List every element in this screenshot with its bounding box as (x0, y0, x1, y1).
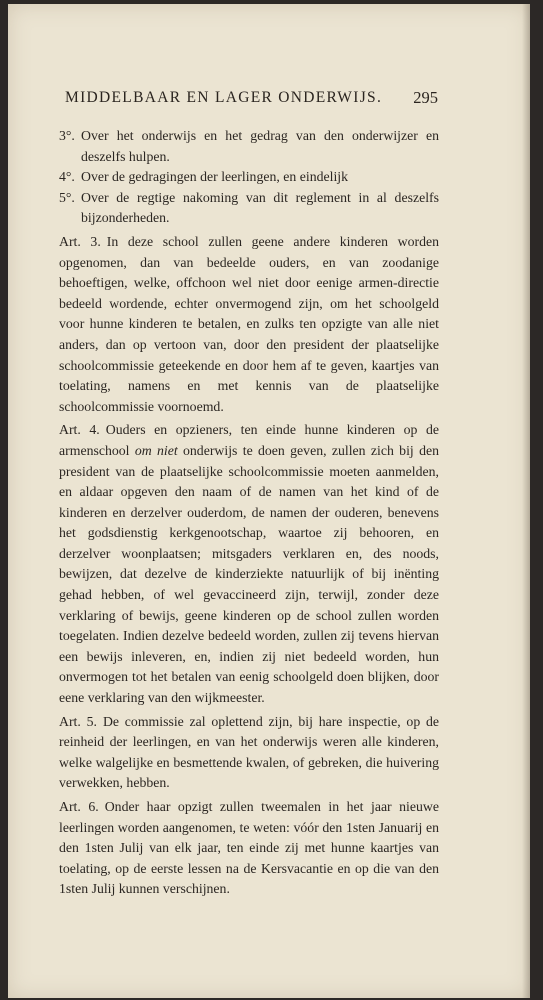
article-text: Ouders en opzieners, ten einde hunne kinderen op de armenschool (59, 422, 439, 458)
article-text: Onder haar opzigt zullen tweemalen in het jaar nieuwe leerlingen worden aangenomen, te weten: vóór den 1sten Januarij en den 1sten Julij van elk jaar, ten einde zij met hunne kaartjes van toelating, op de eerste lessen na de Kersvacantie en op die van den 1sten Julij kunnen verschijnen. (59, 799, 440, 897)
article-text-continued: onderwijs te doen geven, zullen zich bij den president van de plaatselijke schoolcommissie moeten aanmelden, en aldaar opgeven den naam of de namen van het kind of de kinderen en derzelver ouderdom, de namen der ouderen, benevens het godsdienstig kerkgenootschap, waartoe zij behooren, en derzelver woonplaatsen; mitsgaders verklaren en, des noods, bewijzen, dat dezelve de kinderziekte natuurlijk of bij inënting gehad hebben, of wel gevaccineerd zijn, terwijl, zonder deze verklaring of bewijs, geene kinderen op de school zullen worden toegelaten. Indien dezelve bedeeld worden, zullen zij tevens hiervan een bewijs inleveren, en, indien zij niet bedeeld worden, hun onvermogen tot het betalen van eenig schoolgeld doen blijken, door eene verklaring van den wijkmeester. (59, 442, 439, 706)
article-text: In deze school zullen geene andere kinderen worden opgenomen, dan van bedeelde ouders, en van zoodanige behoeftigen, welke, offchoon wel niet door eenige armen-directie bedeeld wordende, echter onvermogend zijn, om het schoolgeld voor hunne kinderen te betalen, en zulks ten opzigte van alle niet anders, dan op vertoon van, door den president der plaatselijke schoolcommissie geteekende en door hem af te geven, kaartjes van toelating, namens en met kennis van de plaatselijke schoolcommissie voornoemd. (59, 233, 439, 414)
article-label: Art. 6. (59, 799, 99, 814)
article-emphasis: om niet (134, 442, 178, 458)
book-page (8, 4, 530, 998)
list-text: Over de regtige nakoming van dit reglement in al deszelfs bijzonderheden. (81, 189, 439, 226)
list-item (59, 167, 439, 188)
article-4 (59, 420, 439, 708)
list-text: Over het onderwijs en het gedrag van den onderwijzer en deszelfs hulpen. (81, 128, 439, 164)
list-item (59, 188, 439, 229)
article-6 (59, 797, 439, 900)
page-number: 295 (413, 88, 438, 107)
list-text: Over de gedragingen der leerlingen, en eindelijk (81, 169, 349, 185)
article-label: Art. 4. (59, 422, 100, 438)
list-number: 3°. (59, 128, 75, 143)
article-label: Art. 5. (59, 713, 97, 729)
list-number: 5°. (59, 189, 75, 205)
article-label: Art. 3. (59, 233, 101, 249)
article-3 (59, 232, 439, 417)
article-5 (59, 712, 439, 794)
page-header (65, 86, 438, 110)
list-item (59, 126, 439, 167)
running-head: MIDDELBAAR EN LAGER ONDERWIJS. (65, 89, 383, 106)
list-number: 4°. (59, 169, 75, 185)
page-body (59, 126, 440, 897)
article-text: De commissie zal oplettend zijn, bij hare inspectie, op de reinheid der leerlingen, en van het onderwijs weren alle kinderen, welke walgelijke en besmettende kwalen, of gebreken, die huivering verwekken, hebben. (59, 713, 439, 791)
